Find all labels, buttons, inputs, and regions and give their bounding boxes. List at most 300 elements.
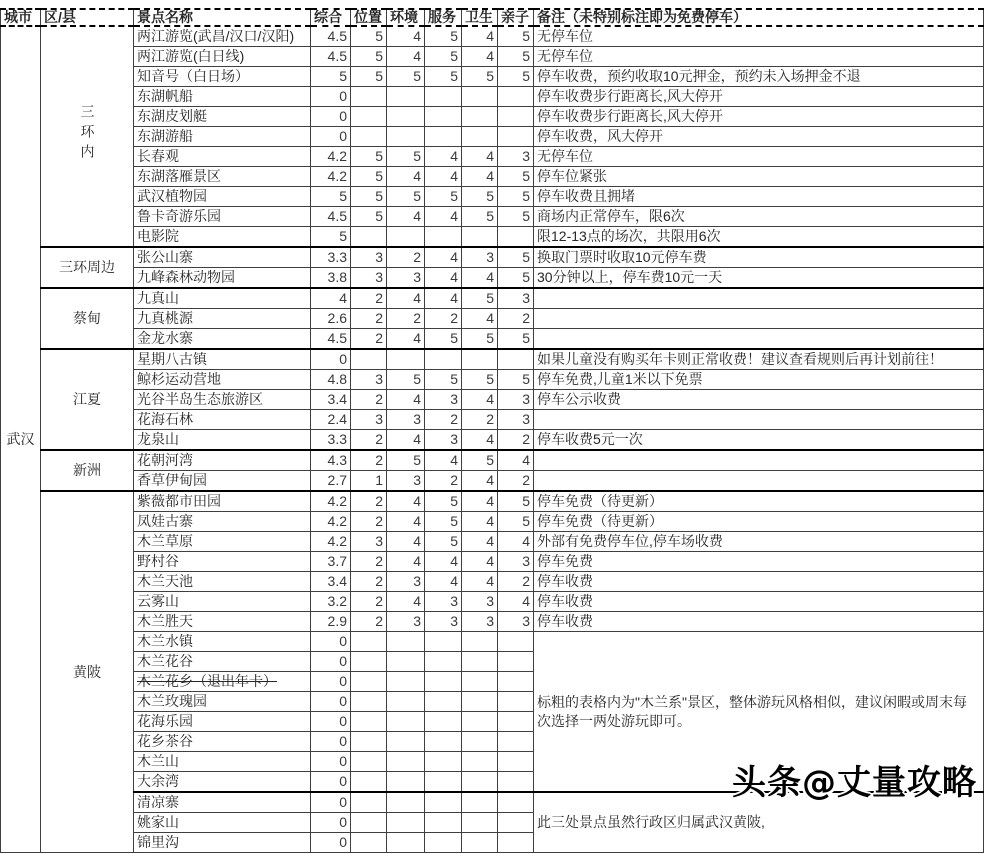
attraction-name-cell[interactable]: 武汉植物园 [134,187,311,207]
score-cell[interactable] [425,227,462,248]
attraction-name-cell[interactable]: 紫薇都市田园 [134,491,311,512]
score-cell[interactable]: 5 [498,512,534,532]
score-cell[interactable]: 3 [387,268,425,289]
score-cell[interactable] [425,732,462,752]
score-cell[interactable]: 3 [462,592,498,612]
score-cell[interactable]: 5 [498,187,534,207]
score-cell[interactable]: 4 [387,592,425,612]
score-cell[interactable]: 5 [498,207,534,227]
score-cell[interactable]: 2 [425,471,462,492]
score-cell[interactable]: 2 [498,572,534,592]
column-header-overall[interactable]: 综合 [311,9,351,26]
note-cell[interactable]: 外部有免费停车位,停车场收费 [534,532,984,552]
score-cell[interactable]: 3.2 [311,592,351,612]
note-cell[interactable]: 停车收费5元一次 [534,430,984,451]
attraction-name-cell[interactable]: 木兰花乡（退出年卡） [134,672,311,692]
score-cell[interactable]: 2 [498,309,534,329]
score-cell[interactable]: 5 [311,227,351,248]
score-cell[interactable] [498,632,534,652]
score-cell[interactable]: 4 [462,147,498,167]
score-cell[interactable] [351,792,387,813]
score-cell[interactable]: 5 [498,26,534,47]
note-cell[interactable] [534,471,984,492]
score-cell[interactable]: 5 [425,67,462,87]
score-cell[interactable]: 4 [425,268,462,289]
score-cell[interactable]: 2 [425,309,462,329]
score-cell[interactable] [425,692,462,712]
attraction-name-cell[interactable]: 龙泉山 [134,430,311,451]
score-cell[interactable] [351,349,387,370]
score-cell[interactable]: 4 [425,552,462,572]
score-cell[interactable]: 2 [351,288,387,309]
score-cell[interactable] [425,107,462,127]
score-cell[interactable]: 5 [311,67,351,87]
score-cell[interactable]: 3 [498,147,534,167]
district-cell[interactable]: 江夏 [41,349,134,450]
score-cell[interactable]: 2.9 [311,612,351,632]
score-cell[interactable] [351,752,387,772]
score-cell[interactable] [351,712,387,732]
score-cell[interactable]: 3 [351,247,387,268]
score-cell[interactable]: 0 [311,692,351,712]
score-cell[interactable]: 5 [351,67,387,87]
score-cell[interactable]: 2 [387,247,425,268]
score-cell[interactable] [462,712,498,732]
score-cell[interactable] [498,833,534,853]
score-cell[interactable]: 2 [351,512,387,532]
score-cell[interactable]: 5 [425,47,462,67]
score-cell[interactable]: 5 [462,370,498,390]
note-cell[interactable] [534,410,984,430]
score-cell[interactable]: 3 [387,410,425,430]
score-cell[interactable] [351,227,387,248]
score-cell[interactable]: 5 [498,268,534,289]
score-cell[interactable]: 5 [498,370,534,390]
attraction-name-cell[interactable]: 两江游览(白日线) [134,47,311,67]
score-cell[interactable] [387,87,425,107]
score-cell[interactable]: 4 [462,47,498,67]
score-cell[interactable] [425,349,462,370]
attraction-name-cell[interactable]: 野村谷 [134,552,311,572]
attraction-name-cell[interactable]: 两江游览(武昌/汉口/汉阳) [134,26,311,47]
score-cell[interactable]: 2 [462,410,498,430]
score-cell[interactable]: 4 [387,47,425,67]
score-cell[interactable] [462,652,498,672]
score-cell[interactable]: 2 [351,309,387,329]
score-cell[interactable] [498,772,534,793]
score-cell[interactable] [387,732,425,752]
score-cell[interactable]: 3 [425,430,462,451]
score-cell[interactable] [351,732,387,752]
score-cell[interactable]: 4 [387,329,425,350]
score-cell[interactable]: 4 [387,207,425,227]
score-cell[interactable]: 4 [462,26,498,47]
attraction-name-cell[interactable]: 东湖游船 [134,127,311,147]
score-cell[interactable] [351,813,387,833]
score-cell[interactable]: 3.4 [311,390,351,410]
score-cell[interactable] [462,87,498,107]
score-cell[interactable]: 2 [351,450,387,471]
attraction-name-cell[interactable]: 云雾山 [134,592,311,612]
score-cell[interactable] [387,127,425,147]
score-cell[interactable]: 5 [462,187,498,207]
score-cell[interactable]: 4 [462,390,498,410]
score-cell[interactable] [425,672,462,692]
district-cell[interactable]: 蔡甸 [41,288,134,349]
score-cell[interactable]: 4 [462,471,498,492]
score-cell[interactable]: 2 [498,471,534,492]
attraction-name-cell[interactable]: 凤娃古寨 [134,512,311,532]
score-cell[interactable] [425,712,462,732]
score-cell[interactable]: 2 [351,572,387,592]
note-cell[interactable]: 如果儿童没有购买年卡则正常收费！建议查看规则后再计划前往！ [534,349,984,370]
score-cell[interactable]: 5 [425,329,462,350]
score-cell[interactable] [387,772,425,793]
score-cell[interactable] [387,752,425,772]
score-cell[interactable]: 4 [387,532,425,552]
note-cell[interactable]: 停车免费 [534,552,984,572]
score-cell[interactable]: 4.5 [311,329,351,350]
score-cell[interactable]: 5 [462,67,498,87]
note-cell[interactable]: 限12-13点的场次，共限用6次 [534,227,984,248]
district-cell[interactable]: 黄陂 [41,491,134,853]
note-cell[interactable]: 停车免费（待更新） [534,512,984,532]
note-cell[interactable]: 商场内正常停车，限6次 [534,207,984,227]
score-cell[interactable]: 4.2 [311,167,351,187]
score-cell[interactable]: 4 [498,592,534,612]
score-cell[interactable] [498,813,534,833]
column-header-service[interactable]: 服务 [425,9,462,26]
score-cell[interactable]: 5 [351,207,387,227]
city-cell[interactable]: 武汉 [1,26,41,853]
score-cell[interactable]: 4 [462,268,498,289]
score-cell[interactable] [498,652,534,672]
score-cell[interactable]: 5 [425,512,462,532]
score-cell[interactable]: 4 [462,512,498,532]
score-cell[interactable]: 4.2 [311,491,351,512]
score-cell[interactable]: 5 [351,26,387,47]
score-cell[interactable] [387,833,425,853]
score-cell[interactable]: 5 [387,147,425,167]
score-cell[interactable]: 5 [462,329,498,350]
score-cell[interactable]: 1 [351,471,387,492]
score-cell[interactable]: 4.2 [311,512,351,532]
column-header-family[interactable]: 亲子 [498,9,534,26]
attraction-name-cell[interactable]: 张公山寨 [134,247,311,268]
score-cell[interactable]: 4 [462,167,498,187]
score-cell[interactable] [351,692,387,712]
note-cell[interactable]: 无停车位 [534,47,984,67]
score-cell[interactable]: 5 [387,450,425,471]
score-cell[interactable] [351,107,387,127]
score-cell[interactable]: 0 [311,349,351,370]
score-cell[interactable]: 3.8 [311,268,351,289]
score-cell[interactable]: 5 [387,370,425,390]
score-cell[interactable] [462,349,498,370]
score-cell[interactable] [387,712,425,732]
score-cell[interactable]: 4 [425,572,462,592]
score-cell[interactable]: 2 [351,430,387,451]
score-cell[interactable] [351,672,387,692]
attraction-name-cell[interactable]: 花海乐园 [134,712,311,732]
score-cell[interactable]: 4.2 [311,147,351,167]
attraction-name-cell[interactable]: 光谷半岛生态旅游区 [134,390,311,410]
score-cell[interactable]: 2 [387,309,425,329]
score-cell[interactable] [462,632,498,652]
score-cell[interactable]: 4 [425,450,462,471]
score-cell[interactable]: 0 [311,87,351,107]
score-cell[interactable]: 4 [425,288,462,309]
score-cell[interactable]: 2 [351,390,387,410]
score-cell[interactable] [351,632,387,652]
score-cell[interactable]: 4 [498,450,534,471]
score-cell[interactable]: 4 [425,247,462,268]
score-cell[interactable]: 5 [351,187,387,207]
score-cell[interactable] [462,732,498,752]
attraction-name-cell[interactable]: 大余湾 [134,772,311,793]
score-cell[interactable]: 3 [462,612,498,632]
score-cell[interactable]: 5 [425,491,462,512]
attraction-name-cell[interactable]: 木兰水镇 [134,632,311,652]
score-cell[interactable]: 4 [462,309,498,329]
note-cell[interactable]: 停车收费 [534,612,984,632]
score-cell[interactable]: 5 [498,491,534,512]
attraction-name-cell[interactable]: 九真山 [134,288,311,309]
attraction-name-cell[interactable]: 木兰草原 [134,532,311,552]
score-cell[interactable]: 3 [387,612,425,632]
score-cell[interactable]: 2.7 [311,471,351,492]
score-cell[interactable] [498,227,534,248]
score-cell[interactable] [462,127,498,147]
score-cell[interactable] [498,752,534,772]
note-cell[interactable]: 无停车位 [534,147,984,167]
score-cell[interactable]: 4 [387,288,425,309]
note-cell[interactable]: 换取门票时收取10元停车费 [534,247,984,268]
score-cell[interactable]: 5 [498,47,534,67]
score-cell[interactable] [462,227,498,248]
column-header-environment[interactable]: 环境 [387,9,425,26]
attraction-name-cell[interactable]: 木兰花谷 [134,652,311,672]
score-cell[interactable]: 4 [387,512,425,532]
score-cell[interactable]: 3 [498,390,534,410]
score-cell[interactable]: 5 [498,67,534,87]
score-cell[interactable]: 4 [387,390,425,410]
note-cell[interactable]: 停车收费步行距离长,风大停开 [534,87,984,107]
score-cell[interactable]: 5 [498,247,534,268]
score-cell[interactable]: 0 [311,127,351,147]
score-cell[interactable] [351,127,387,147]
score-cell[interactable]: 2 [351,491,387,512]
column-header-location[interactable]: 位置 [351,9,387,26]
score-cell[interactable]: 2.4 [311,410,351,430]
column-header-district[interactable]: 区/县 [41,9,134,26]
score-cell[interactable] [425,127,462,147]
score-cell[interactable]: 5 [425,187,462,207]
score-cell[interactable]: 4.5 [311,47,351,67]
score-cell[interactable]: 3 [351,370,387,390]
score-cell[interactable] [425,833,462,853]
score-cell[interactable]: 4 [462,491,498,512]
score-cell[interactable] [351,87,387,107]
note-cell[interactable] [534,329,984,350]
score-cell[interactable]: 4 [387,26,425,47]
score-cell[interactable]: 3 [425,390,462,410]
score-cell[interactable]: 0 [311,652,351,672]
attraction-name-cell[interactable]: 星期八古镇 [134,349,311,370]
attraction-name-cell[interactable]: 花海石林 [134,410,311,430]
score-cell[interactable]: 5 [425,532,462,552]
score-cell[interactable] [462,813,498,833]
note-cell[interactable]: 停车公示收费 [534,390,984,410]
score-cell[interactable]: 4 [425,207,462,227]
score-cell[interactable]: 5 [351,147,387,167]
attraction-name-cell[interactable]: 清凉寨 [134,792,311,813]
score-cell[interactable] [425,87,462,107]
score-cell[interactable] [498,712,534,732]
score-cell[interactable] [387,107,425,127]
score-cell[interactable]: 0 [311,813,351,833]
score-cell[interactable]: 4 [498,532,534,552]
attraction-name-cell[interactable]: 金龙水寨 [134,329,311,350]
score-cell[interactable] [498,107,534,127]
score-cell[interactable] [462,692,498,712]
score-cell[interactable] [498,792,534,813]
score-cell[interactable]: 3 [498,410,534,430]
score-cell[interactable]: 5 [462,207,498,227]
score-cell[interactable] [498,87,534,107]
score-cell[interactable]: 5 [425,370,462,390]
score-cell[interactable]: 4 [425,147,462,167]
score-cell[interactable]: 4 [462,572,498,592]
score-cell[interactable] [498,349,534,370]
score-cell[interactable] [425,652,462,672]
score-cell[interactable]: 0 [311,672,351,692]
score-cell[interactable] [425,752,462,772]
note-cell[interactable]: 标粗的表格内为"木兰系"景区，整体游玩风格相似，建议闲暇或周末每次选择一两处游玩即可。 [534,632,984,793]
score-cell[interactable]: 4 [387,430,425,451]
score-cell[interactable] [387,652,425,672]
score-cell[interactable]: 3 [387,471,425,492]
note-cell[interactable]: 停车收费 [534,592,984,612]
column-header-hygiene[interactable]: 卫生 [462,9,498,26]
note-cell[interactable] [534,288,984,309]
note-cell[interactable] [534,309,984,329]
score-cell[interactable]: 4 [425,167,462,187]
attraction-name-cell[interactable]: 姚家山 [134,813,311,833]
attraction-name-cell[interactable]: 知音号（白日场） [134,67,311,87]
score-cell[interactable]: 3 [425,592,462,612]
score-cell[interactable] [351,833,387,853]
column-header-city[interactable]: 城市 [1,9,41,26]
score-cell[interactable]: 4 [462,532,498,552]
score-cell[interactable]: 2 [351,329,387,350]
score-cell[interactable]: 4 [387,552,425,572]
score-cell[interactable]: 0 [311,632,351,652]
score-cell[interactable]: 0 [311,772,351,793]
score-cell[interactable] [498,732,534,752]
score-cell[interactable]: 0 [311,792,351,813]
score-cell[interactable] [462,752,498,772]
attraction-name-cell[interactable]: 东湖皮划艇 [134,107,311,127]
score-cell[interactable]: 2 [351,612,387,632]
score-cell[interactable]: 3 [462,247,498,268]
attraction-name-cell[interactable]: 花乡茶谷 [134,732,311,752]
column-header-notes[interactable]: 备注（未特别标注即为免费停车） [534,9,984,26]
attraction-name-cell[interactable]: 鲸杉运动营地 [134,370,311,390]
score-cell[interactable]: 5 [351,47,387,67]
score-cell[interactable] [425,813,462,833]
score-cell[interactable]: 0 [311,752,351,772]
score-cell[interactable]: 3.7 [311,552,351,572]
score-cell[interactable]: 2 [351,552,387,572]
attraction-name-cell[interactable]: 长春观 [134,147,311,167]
score-cell[interactable]: 4 [462,552,498,572]
score-cell[interactable]: 3.3 [311,430,351,451]
score-cell[interactable] [498,127,534,147]
note-cell[interactable]: 停车收费，预约收取10元押金，预约未入场押金不退 [534,67,984,87]
score-cell[interactable] [498,692,534,712]
note-cell[interactable]: 停车收费 [534,572,984,592]
note-cell[interactable]: 停车免费（待更新） [534,491,984,512]
score-cell[interactable] [351,772,387,793]
attraction-name-cell[interactable]: 木兰胜天 [134,612,311,632]
attraction-name-cell[interactable]: 东湖落雁景区 [134,167,311,187]
score-cell[interactable]: 2 [498,430,534,451]
score-cell[interactable] [462,672,498,692]
attraction-name-cell[interactable]: 东湖帆船 [134,87,311,107]
attraction-name-cell[interactable]: 木兰天池 [134,572,311,592]
score-cell[interactable] [387,672,425,692]
score-cell[interactable]: 5 [311,187,351,207]
score-cell[interactable]: 2.6 [311,309,351,329]
score-cell[interactable]: 4.3 [311,450,351,471]
score-cell[interactable] [425,772,462,793]
attraction-name-cell[interactable]: 木兰玫瑰园 [134,692,311,712]
score-cell[interactable]: 3 [351,410,387,430]
score-cell[interactable]: 3 [425,612,462,632]
column-header-name[interactable]: 景点名称 [134,9,311,26]
score-cell[interactable]: 5 [387,187,425,207]
score-cell[interactable]: 5 [351,167,387,187]
note-cell[interactable] [534,450,984,471]
score-cell[interactable]: 4.2 [311,532,351,552]
score-cell[interactable] [462,107,498,127]
score-cell[interactable] [462,792,498,813]
district-cell[interactable]: 新洲 [41,450,134,491]
score-cell[interactable]: 3 [387,572,425,592]
score-cell[interactable]: 5 [498,167,534,187]
note-cell[interactable]: 停车免费,儿童1米以下免票 [534,370,984,390]
score-cell[interactable]: 0 [311,712,351,732]
score-cell[interactable] [387,813,425,833]
score-cell[interactable]: 5 [462,450,498,471]
note-cell[interactable]: 停车收费，风大停开 [534,127,984,147]
note-cell[interactable]: 30分钟以上，停车费10元一天 [534,268,984,289]
score-cell[interactable]: 4 [387,167,425,187]
score-cell[interactable] [425,792,462,813]
score-cell[interactable]: 0 [311,107,351,127]
score-cell[interactable]: 3.4 [311,572,351,592]
attraction-name-cell[interactable]: 花朝河湾 [134,450,311,471]
attraction-name-cell[interactable]: 锦里沟 [134,833,311,853]
score-cell[interactable]: 4.8 [311,370,351,390]
score-cell[interactable] [387,632,425,652]
score-cell[interactable] [498,672,534,692]
score-cell[interactable] [387,792,425,813]
district-cell[interactable] [41,26,134,247]
score-cell[interactable] [387,692,425,712]
note-cell[interactable]: 停车收费步行距离长,风大停开 [534,107,984,127]
